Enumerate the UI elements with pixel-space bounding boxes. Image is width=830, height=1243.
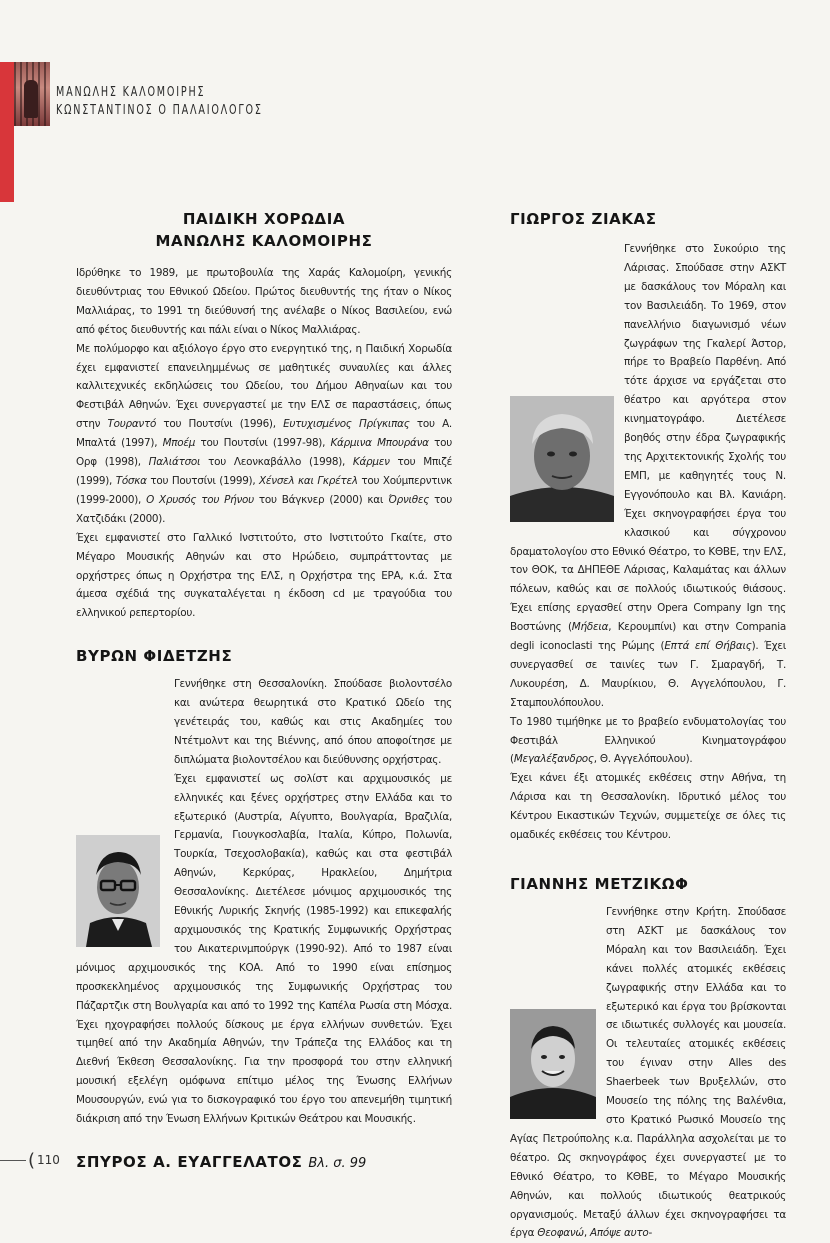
fidetzis-section — [76, 645, 452, 1129]
fidetzis-portrait-photo — [76, 835, 160, 947]
ziakas-portrait-photo — [510, 396, 614, 522]
evangelatos-section — [76, 1151, 452, 1175]
choir-paragraph-3: Έχει εμφανιστεί στο Γαλλικό Ινστιτούτο, στο Ινστιτούτο Γκαίτε, στο Μέγαρο Μουσικής Αθηνών και στο Ηρώδειο, συμπράττοντας με ορχήστρες όπως η Ορχήστρα της ΕΛΣ, η Ορχήστρα της ΕΡΑ, κ.ά. Στα άμεσα σχέδιά της συγκαταλέγεται η έκδοση cd με τραγούδια του ελληνικού ρεπερτορίου. — [76, 531, 452, 620]
ziakas-paragraph-3: Έχει κάνει έξι ατομικές εκθέσεις στην Αθήνα, τη Λάρισα και τη Θεσσαλονίκη. Ιδρυτικό μέλος του Κέντρου Εικαστικών Τεχνών, συμμετείχε σε όλες τις ομαδικές εκθέσεις του Κέντρου. — [510, 772, 786, 842]
choir-paragraph-1: Ιδρύθηκε το 1989, με πρωτοβουλία της Χαράς Καλομοίρη, γενικής διευθύντριας του Εθνικού Ωδείου. Πρώτος διευθυντής της ήταν ο Νίκος Μαλλιάρας, το 1991 τη διεύθυνσή της ανέλαβε ο Νίκος Βασιλείου, ενώ από φέτος διευθυντής και πάλι είναι ο Νίκος Μαλλιάρας. — [76, 267, 452, 336]
metzikof-title: ΓΙΑΝΝΗΣ ΜΕΤΖΙΚΩΦ — [510, 875, 689, 893]
left-column — [76, 208, 452, 1175]
choir-bio — [76, 264, 452, 623]
header-accent-bar — [0, 62, 14, 202]
metzikof-paragraph-1: Γεννήθηκε στην Κρήτη. Σπούδασε στη ΑΣΚΤ με δασκάλους τον Μόραλη και τον Βασιλειάδη. Έχει κάνει πολλές ατομικές εκθέσεις ζωγραφικής στην Ελλάδα και το εξωτερικό και έργα του βρίσκονται σε ιδιωτικές συλλογές και μουσεία. Οι τελευταίες ατομικές εκθέσεις του έγιναν στην Alles des Shaerbeek των Βρυξελλών, στο Μουσείο της πόλης της Βαλένθια, στο Κρατικό Ρωσικό Μουσείο της Αγίας Πετρούπολης κ.α. Παράλληλα ασχολείται με το θέατρο. Ως σκηνογράφος έχει συνεργαστεί με το Εθνικό Θέατρο, το ΚΘΒΕ, το Μέγαρο Μουσικής Αθηνών, και πολλούς ιδιωτικούς θεατρικούς οργανισμούς. Μεταξύ άλλων έχει σκηνογραφήσει τα έργα Θεοφανώ, Απόψε αυτο- — [510, 906, 786, 1240]
ziakas-title: ΓΙΩΡΓΟΣ ΖΙΑΚΑΣ — [510, 210, 657, 228]
choir-title-line-1: ΠΑΙΔΙΚΗ ΧΟΡΩΔΙΑ — [182, 210, 346, 228]
fidetzis-bio — [76, 675, 452, 1129]
choir-paragraph-2: Με πολύμορφο και αξιόλογο έργο στο ενεργητικό της, η Παιδική Χορωδία έχει εμφανιστεί επανειλημμένως σε μαθητικές συναυλίες και άλλες καλλιτεχνικές εκδηλώσεις του Ωδείου, του Δήμου Αθηναίων και του Φεστιβάλ Αθηνών. Έχει συνεργαστεί με την ΕΛΣ σε παραστάσεις, όπως στην Τουραντό του Πουτσίνι (1996), Ευτυχισμένος Πρίγκιπας του Α. Μπαλτά (1997), Μποέμ του Πουτσίνι (1997-98), Κάρμινα Μπουράνα του Ορφ (1998), Παλιάτσοι του Λεονκαβάλλο (1998), Κάρμεν του Μπιζέ (1999), Τόσκα του Πουτσίνι (1999), Χένσελ και Γκρέτελ του Χούμπερντινκ (1999-2000), Ο Χρυσός του Ρήνου του Βάγκνερ (2000) και Όρνιθες του Χατζιδάκι (2000). — [76, 342, 452, 525]
ziakas-paragraph-2: Το 1980 τιμήθηκε με το βραβείο ενδυματολογίας του Φεστιβάλ Ελληνικού Κινηματογράφου (Μεγαλέξανδρος, Θ. Αγγελόπουλου). — [510, 715, 786, 766]
footer-rule — [0, 1160, 26, 1161]
choir-section — [76, 208, 452, 623]
fidetzis-title: ΒΥΡΩΝ ΦΙΔΕΤΖΗΣ — [76, 647, 233, 666]
right-column — [510, 208, 786, 1243]
header-line-2: ΚΩΝΣΤΑΝΤΙΝΟΣ Ο ΠΑΛΑΙΟΛΟΓΟΣ — [56, 103, 263, 118]
fidetzis-paragraph-1: Γεννήθηκε στη Θεσσαλονίκη. Σπούδασε βιολοντσέλο και ανώτερα θεωρητικά στο Κρατικό Ωδείο της γενέτειράς του, καθώς και στις Ακαδημίες του Ντέτμολντ και της Βιέννης, από όπου αποφοίτησε με διπλώματα βιολοντσέλου και διεύθυνσης ορχήστρας. — [174, 678, 452, 766]
header-line-1: ΜΑΝΩΛΗΣ ΚΑΛΟΜΟΙΡΗΣ — [56, 85, 206, 100]
ziakas-paragraph-1: Γεννήθηκε στο Συκούριο της Λάρισας. Σπούδασε στην ΑΣΚΤ με δασκάλους τον Μόραλη και τον Βασιλειάδη. Το 1969, στον πανελλήνιο διαγωνισμό νέων ζωγράφων της Γκαλερί Άστορ, πήρε το Βραβείο Παρθένη. Από τότε άρχισε να εργάζεται στο θέατρο και αργότερα στον κινηματογράφο. Διετέλεσε βοηθός στην έδρα ζωγραφικής της Αρχιτεκτονικής Σχολής του ΕΜΠ, με καθηγητές τους Ν. Εγγονόπουλο και Βλ. Κανιάρη. Έχει σκηνογραφήσει έργα του κλασικού και σύγχρονου δραματολογίου στο Εθνικό Θέατρο, το ΚΘΒΕ, την ΕΛΣ, τον ΘΟΚ, τα ΔΗΠΕΘΕ Λάρισας, Καλαμάτας και άλλων πόλεων, καθώς και σε πολλούς ιδιωτικούς θιάσους. Έχει επίσης εργασθεί στην Opera Company Ign της Βοστώνης (Μήδεια, Κερουμπίνι) και στην Compania degli iconoclasti της Ρώμης (Επτά επί Θήβαις). Έχει συνεργασθεί σε ταινίες των Γ. Σμαραγδή, Τ. Λυκουρέση, Δ. Μαυρίκιου, Θ. Αγγελόπουλου, Γ. Σταμπουλόπουλου. — [510, 243, 787, 709]
page-number: ( 110 — [28, 1150, 60, 1171]
evangelatos-page-reference: Βλ. σ. 99 — [308, 1155, 367, 1171]
evangelatos-name: ΣΠΥΡΟΣ Α. ΕΥΑΓΓΕΛΑΤΟΣ — [76, 1152, 303, 1171]
ziakas-bio — [510, 240, 786, 845]
choir-title-line-2: ΜΑΝΩΛΗΣ ΚΑΛΟΜΟΙΡΗΣ — [155, 232, 373, 250]
metzikof-portrait-photo — [510, 1009, 596, 1119]
header-thumbnail-image — [14, 62, 50, 126]
evangelatos-title — [76, 1151, 452, 1175]
metzikof-bio — [510, 903, 786, 1243]
metzikof-section — [510, 873, 786, 1243]
fidetzis-paragraph-2: Έχει εμφανιστεί ως σολίστ και αρχιμουσικός με ελληνικές και ξένες ορχήστρες στην Ελλάδα και το εξωτερικό (Αυστρία, Αίγυπτο, Βουλγαρία, Βραζιλία, Γερμανία, Γιουγκοσλαβία, Ιταλία, Κύπρο, Πολωνία, Τουρκία, Τσεχοσλοβακία), καθώς και στα φεστιβάλ Αθηνών, Κερκύρας, Ηρακλείου, Δημήτρια Θεσσαλονίκης. Διετέλεσε μόνιμος αρχιμουσικός της Εθνικής Λυρικής Σκηνής (1985-1992) και επικεφαλής αρχιμουσικός της Κρατικής Συμφωνικής Ορχήστρας του Αικατερινμπούργκ (1990-92). Από το 1987 είναι μόνιμος αρχιμουσικός της ΚΟΑ. Από το 1990 είναι επίσημος προσκεκλημένος αρχιμουσικός της Συμφωνικής Ορχήστρας του Πάζαρτζικ στη Βουλγαρία και από το 1992 της Καπέλα Ρωσία στη Μόσχα. Έχει ηχογραφήσει πολλούς δίσκους με έργα ελλήνων συνθετών. Έχει τιμηθεί από την Ακαδημία Αθηνών, την Τράπεζα της Ελλάδος και τη Διεθνή Έκθεση Θεσσαλονίκης. Για την προσφορά του στην ελληνική μουσική εξελέγη ομόφωνα επίτιμο μέλος της Ένωσης Ελλήνων Μουσουργών, ενώ για το δισκογραφικό του έργο του απενεμήθη τιμητική διάκριση από την Ένωση Ελλήνων Κριτικών Θεάτρου και Μουσικής. — [76, 772, 452, 1126]
ziakas-section — [510, 208, 786, 845]
running-header — [56, 84, 308, 120]
